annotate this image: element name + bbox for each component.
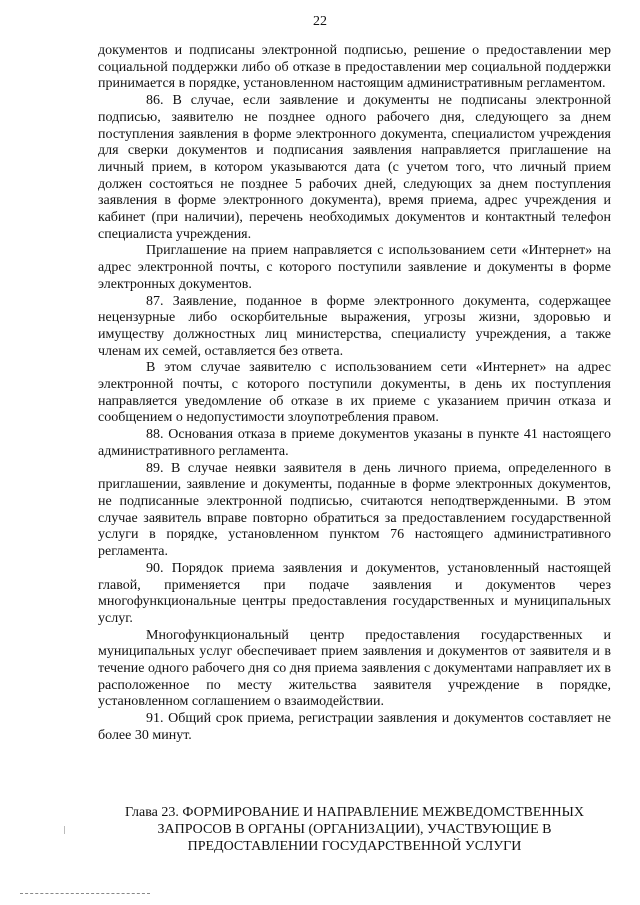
page-number: 22 xyxy=(313,14,327,29)
chapter-heading-line-2: ЗАПРОСОВ В ОРГАНЫ (ОРГАНИЗАЦИИ), УЧАСТВУЮЩИЕ В xyxy=(157,822,552,837)
chapter-heading-line-1: Глава 23. ФОРМИРОВАНИЕ И НАПРАВЛЕНИЕ МЕЖВЕДОМСТВЕННЫХ xyxy=(124,805,584,820)
paragraph-invitation: Приглашение на прием направляется с использованием сети «Интернет» на адрес электронной почты, с которого поступили заявление и документы в форме электронных документов. xyxy=(98,243,611,292)
paragraph-mfc: Многофункциональный центр предоставления государственных и муниципальных услуг обеспечивает прием заявления и документов от заявителя и в течение одного рабочего дня со дня приема заявления с документами направляет их в расположенное по месту жительства заявителя учреждение в порядке, установленном соглашением о взаимодействии. xyxy=(98,627,611,710)
paragraph-89: 89. В случае неявки заявителя в день личного приема, определенного в приглашении, заявление и документы, поданные в форме электронных документов, не подписанные электронной подписью, считаются неподтвержденными. В этом случае заявитель вправе повторно обратиться за предоставлением государственной услуги в порядке, установленном пунктом 76 настоящего административного регламента. xyxy=(98,460,611,560)
scan-mark xyxy=(64,826,65,834)
paragraph-86: 86. В случае, если заявление и документы не подписаны электронной подписью, заявителю не позднее одного рабочего дня, следующего за днем поступления заявления в форме электронного документа, специалистом учреждения для сверки документов и подписания заявления направляется приглашение на личный прием, в котором указываются дата (с учетом того, что личный прием должен состояться не позднее 5 рабочих дней, следующих за днем поступления заявления в форме электронного документа), время приема, адрес учреждения и кабинет (при наличии), перечень необходимых документов и контактный телефон специалиста учреждения. xyxy=(98,93,611,242)
paragraph-88: 88. Основания отказа в приеме документов указаны в пункте 41 настоящего административного регламента. xyxy=(98,427,611,459)
body-text xyxy=(98,43,611,745)
footer-rule xyxy=(20,893,150,894)
paragraph-87: 87. Заявление, поданное в форме электронного документа, содержащее нецензурные либо оскорбительные выражения, угрозы жизни, здоровью и имуществу должностных лиц министерства, специалисту учреждения, а также членам их семей, оставляется без ответа. xyxy=(98,293,611,359)
chapter-heading xyxy=(98,804,611,855)
chapter-heading-line-3: ПРЕДОСТАВЛЕНИИ ГОСУДАРСТВЕННОЙ УСЛУГИ xyxy=(187,839,522,854)
paragraph-87-notice: В этом случае заявителю с использованием сети «Интернет» на адрес электронной почты, с которого поступили документы, в день их поступления направляется уведомление об отказе в их приеме с указанием причин отказа и сообщением о недопустимости злоупотребления правом. xyxy=(98,360,611,426)
paragraph-90: 90. Порядок приема заявления и документов, установленный настоящей главой, применяется при подаче заявления и документов через многофункциональные центры предоставления государственных и муниципальных услуг. xyxy=(98,560,611,626)
paragraph-91: 91. Общий срок приема, регистрации заявления и документов составляет не более 30 минут. xyxy=(98,711,611,743)
paragraph-continuation: документов и подписаны электронной подписью, решение о предоставлении мер социальной поддержки либо об отказе в предоставлении мер социальной поддержки принимается в порядке, установленном настоящим административным регламентом. xyxy=(98,43,611,92)
